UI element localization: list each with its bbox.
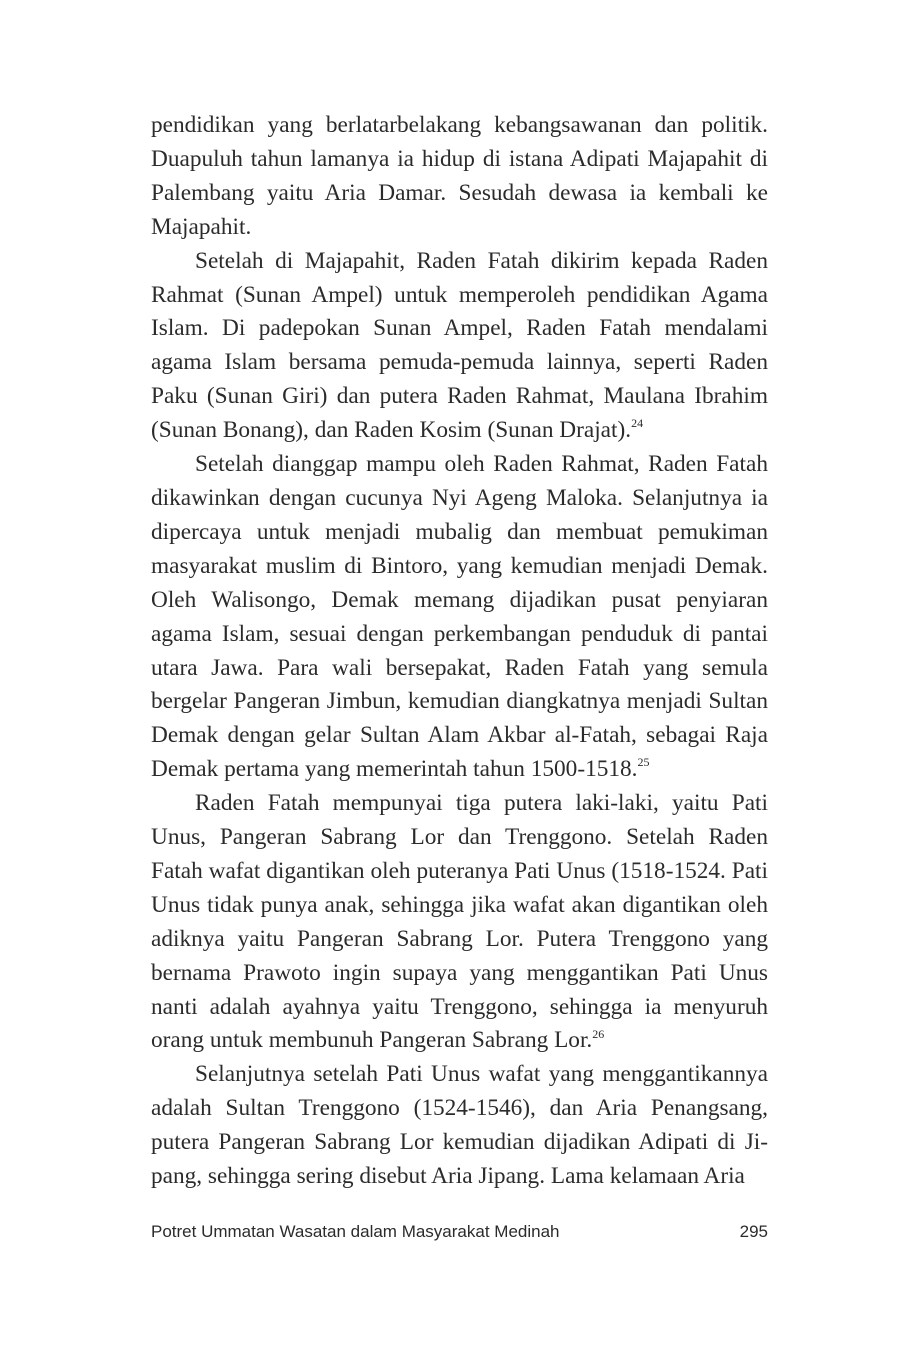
- paragraph-1: [151, 109, 768, 245]
- running-title: Potret Ummatan Wasatan dalam Masyarakat Medinah: [151, 1222, 560, 1241]
- paragraph-2: [151, 245, 768, 448]
- paragraph-2-text: Setelah di Majapahit, Raden Fatah dikirim kepada Raden Rahmat (Sunan Ampel) untuk memperoleh pendidikan Agama Islam. Di padepokan Sunan Ampel, Raden Fatah mendalami agama Islam bersama pemuda-pemuda lainnya, seperti Raden Paku (Sunan Giri) dan putera Raden Rahmat, Maulana Ibrahim (Sunan Bonang), dan Raden Kosim (Sunan Drajat).: [151, 247, 768, 444]
- paragraph-3-text: Setelah dianggap mampu oleh Raden Rahmat, Raden Fatah dikawinkan dengan cucunya Nyi Ageng Maloka. Selanjutnya ia dipercaya untuk menjadi mubalig dan membuat pemukiman masyarakat muslim di Bintoro, yang kemudian menjadi Demak. Oleh Walisongo, Demak memang dijadikan pusat penyiaran agama Islam, sesuai dengan perkembangan penduduk di pantai utara Jawa. Para wali bersepakat, Raden Fatah yang semula bergelar Pangeran Jimbun, kemudian diangkatnya menjadi Sultan Demak dengan gelar Sultan Alam Akbar al-Fatah, sebagai Raja Demak pertama yang memerintah tahun 1500-1518.: [151, 451, 768, 783]
- paragraph-4-text: Raden Fatah mempunyai tiga putera laki-laki, yaitu Pati Unus, Pangeran Sabrang Lor dan Trenggono. Setelah Raden Fatah wafat digantikan oleh puteranya Pati Unus (1518-1524. Pati Unus tidak punya anak, sehingga jika wafat akan digantikan oleh adiknya yaitu Pangeran Sabrang Lor. Putera Trenggono yang bernama Prawoto ingin supaya yang menggantikan Pati Unus nanti adalah ayahnya yaitu Trenggono, sehingga ia menyuruh orang untuk membunuh Pangeran Sabrang Lor.: [151, 790, 768, 1054]
- paragraph-5: [151, 1058, 768, 1194]
- footnote-ref-26[interactable]: 26: [592, 1026, 605, 1041]
- paragraph-5-text: Selanjutnya setelah Pati Unus wafat yang menggantikannya adalah Sultan Trenggono (1524-1546), dan Aria Penangsang, putera Pangeran Sabrang Lor kemudian dijadikan Adipati di Jipang, sehingga sering disebut Aria Jipang. Lama kelamaan Aria: [151, 1061, 768, 1190]
- page-number: 295: [739, 1222, 768, 1241]
- footnote-ref-24[interactable]: 24: [631, 416, 644, 431]
- paragraph-4: [151, 787, 768, 1058]
- paragraph-3: [151, 448, 768, 787]
- body-text: [151, 109, 768, 1194]
- footnote-ref-25[interactable]: 25: [637, 755, 650, 770]
- page-footer: [151, 1222, 768, 1252]
- paragraph-1-text: pendidikan yang berlatarbelakang kebangsawanan dan politik. Duapuluh tahun lamanya ia hidup di istana Adipati Majapahit di Palembang yaitu Aria Damar. Sesudah dewasa ia kembali ke Majapahit.: [151, 112, 768, 240]
